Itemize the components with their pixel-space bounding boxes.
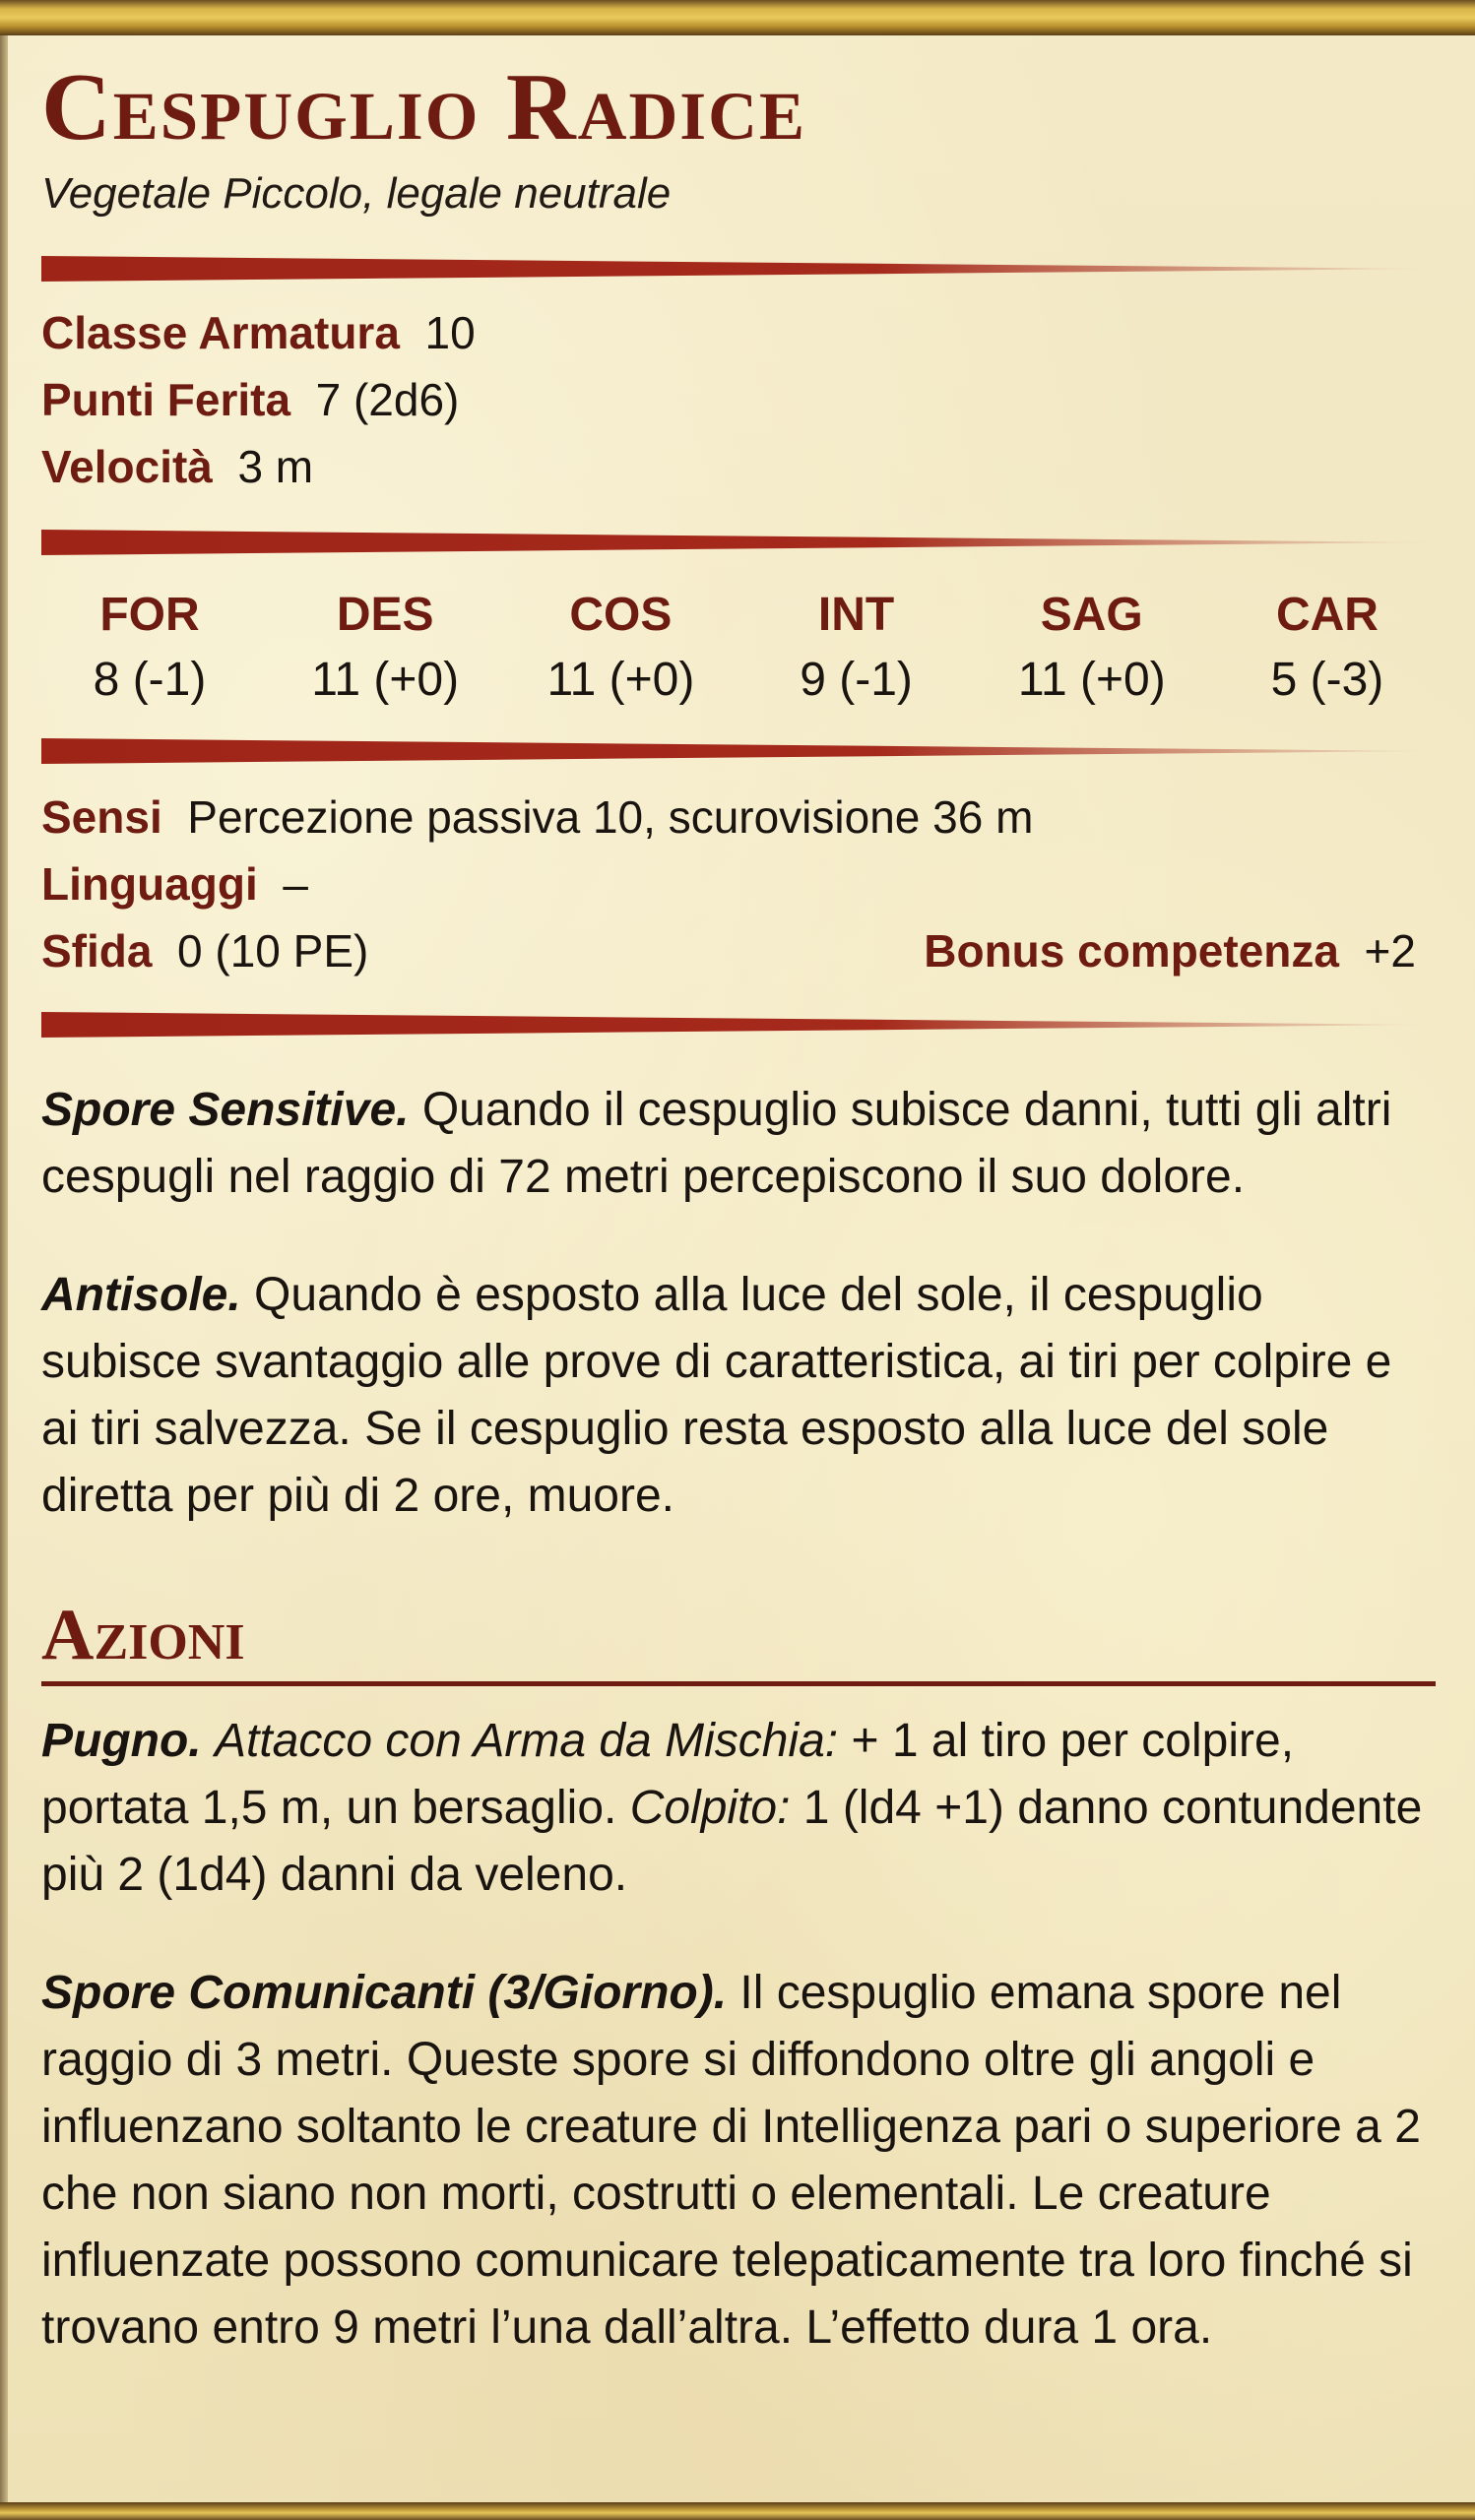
ability-con bbox=[522, 583, 719, 713]
trait-antisole bbox=[41, 1262, 1436, 1530]
creature-name: Cespuglio Radice bbox=[41, 54, 806, 160]
ability-name: COS bbox=[569, 589, 673, 641]
action-spores bbox=[41, 1960, 1436, 2362]
trait-spore-sensitive bbox=[41, 1077, 1436, 1211]
ability-value: 9 (-1) bbox=[800, 654, 913, 706]
ability-int bbox=[758, 583, 955, 713]
senses-value: Percezione passiva 10, scurovisione 36 m bbox=[187, 791, 1034, 843]
trait-name: Spore Sensitive. bbox=[41, 1084, 410, 1136]
divider-3 bbox=[41, 738, 1436, 764]
challenge-value: 0 (10 PE) bbox=[177, 925, 369, 976]
challenge-label: Sfida bbox=[41, 925, 153, 976]
languages-label: Linguaggi bbox=[41, 858, 258, 910]
actions-title: Azioni bbox=[41, 1595, 245, 1675]
details-section bbox=[41, 784, 1436, 984]
languages-value: – bbox=[283, 858, 308, 910]
divider-1 bbox=[41, 256, 1436, 282]
actions-section bbox=[41, 1595, 1436, 2362]
ability-name: INT bbox=[817, 589, 895, 641]
hit-points-label: Punti Ferita bbox=[41, 374, 291, 425]
defense-section bbox=[41, 299, 1436, 500]
armor-class-value: 10 bbox=[424, 307, 476, 358]
trait-name: Antisole. bbox=[41, 1269, 241, 1321]
ability-value: 11 (+0) bbox=[311, 654, 460, 706]
action-text-b: 1 (ld4 +1) danno contundente più 2 (1d4) danni da veleno. bbox=[41, 1782, 1423, 1901]
bottom-gold-border bbox=[0, 2502, 1475, 2520]
senses-label: Sensi bbox=[41, 791, 162, 843]
top-gold-border bbox=[0, 0, 1475, 35]
ability-value: 11 (+0) bbox=[546, 654, 695, 706]
proficiency-label: Bonus competenza bbox=[924, 925, 1339, 976]
actions-rule bbox=[41, 1681, 1436, 1686]
creature-subtitle: Vegetale Piccolo, legale neutrale bbox=[41, 169, 672, 218]
ability-value: 8 (-1) bbox=[93, 654, 207, 706]
speed-value: 3 m bbox=[237, 441, 314, 492]
proficiency-value: +2 bbox=[1364, 925, 1416, 976]
ability-cha bbox=[1229, 583, 1426, 713]
senses-line bbox=[41, 784, 1436, 850]
trait-text: Quando il cespuglio subisce danni, tutti gli altri cespugli nel raggio di 72 metri percepiscono il suo dolore. bbox=[41, 1084, 1392, 1203]
trait-text: Quando è esposto alla luce del sole, il cespuglio subisce svantaggio alle prove di caratteristica, ai tiri per colpire e ai tiri salvezza. Se il cespuglio resta esposto alla luce del sole diretta per più di 2 ore, muore. bbox=[41, 1269, 1392, 1522]
ability-value: 5 (-3) bbox=[1270, 654, 1384, 706]
left-border bbox=[0, 35, 8, 2502]
armor-class-label: Classe Armatura bbox=[41, 307, 400, 358]
ability-dex bbox=[287, 583, 483, 713]
ability-wis bbox=[994, 583, 1190, 713]
action-attack-type: Attacco con Arma da Mischia: bbox=[214, 1715, 839, 1767]
action-text: Il cespuglio emana spore nel raggio di 3 metri. Queste spore si diffondono oltre gli angoli e influenzano soltanto le creature di Intelligenza pari o superiore a 2 che non siano non morti, costrutti o elementali. Le creature influenzate possono comunicare telepaticamente tra loro finché si trovano entro 9 metri l’una dall’altra. L’effetto dura 1 ora. bbox=[41, 1967, 1421, 2354]
traits-section bbox=[41, 1077, 1436, 1530]
speed-line bbox=[41, 433, 1436, 500]
hit-points-line bbox=[41, 366, 1436, 433]
ability-name: DES bbox=[336, 589, 434, 641]
ability-name: FOR bbox=[99, 589, 200, 641]
ability-str bbox=[51, 583, 248, 713]
divider-2 bbox=[41, 530, 1436, 555]
stat-block bbox=[41, 54, 1436, 2362]
divider-4 bbox=[41, 1012, 1436, 1038]
ability-scores bbox=[41, 583, 1436, 713]
languages-line bbox=[41, 850, 1436, 917]
proficiency-group bbox=[924, 917, 1436, 984]
action-text-a: + 1 al tiro per colpire, portata 1,5 m, un bersaglio. bbox=[41, 1715, 1295, 1834]
ability-value: 11 (+0) bbox=[1017, 654, 1166, 706]
hit-points-value: 7 (2d6) bbox=[315, 374, 460, 425]
speed-label: Velocità bbox=[41, 441, 213, 492]
action-punch bbox=[41, 1708, 1436, 1909]
action-name: Pugno. bbox=[41, 1715, 202, 1767]
armor-class-line bbox=[41, 299, 1436, 366]
action-hit-label: Colpito: bbox=[629, 1782, 791, 1834]
ability-name: CAR bbox=[1275, 589, 1379, 641]
challenge-group bbox=[41, 917, 368, 984]
ability-name: SAG bbox=[1040, 589, 1143, 641]
challenge-line bbox=[41, 917, 1436, 984]
action-name: Spore Comunicanti (3/Giorno). bbox=[41, 1967, 728, 2019]
